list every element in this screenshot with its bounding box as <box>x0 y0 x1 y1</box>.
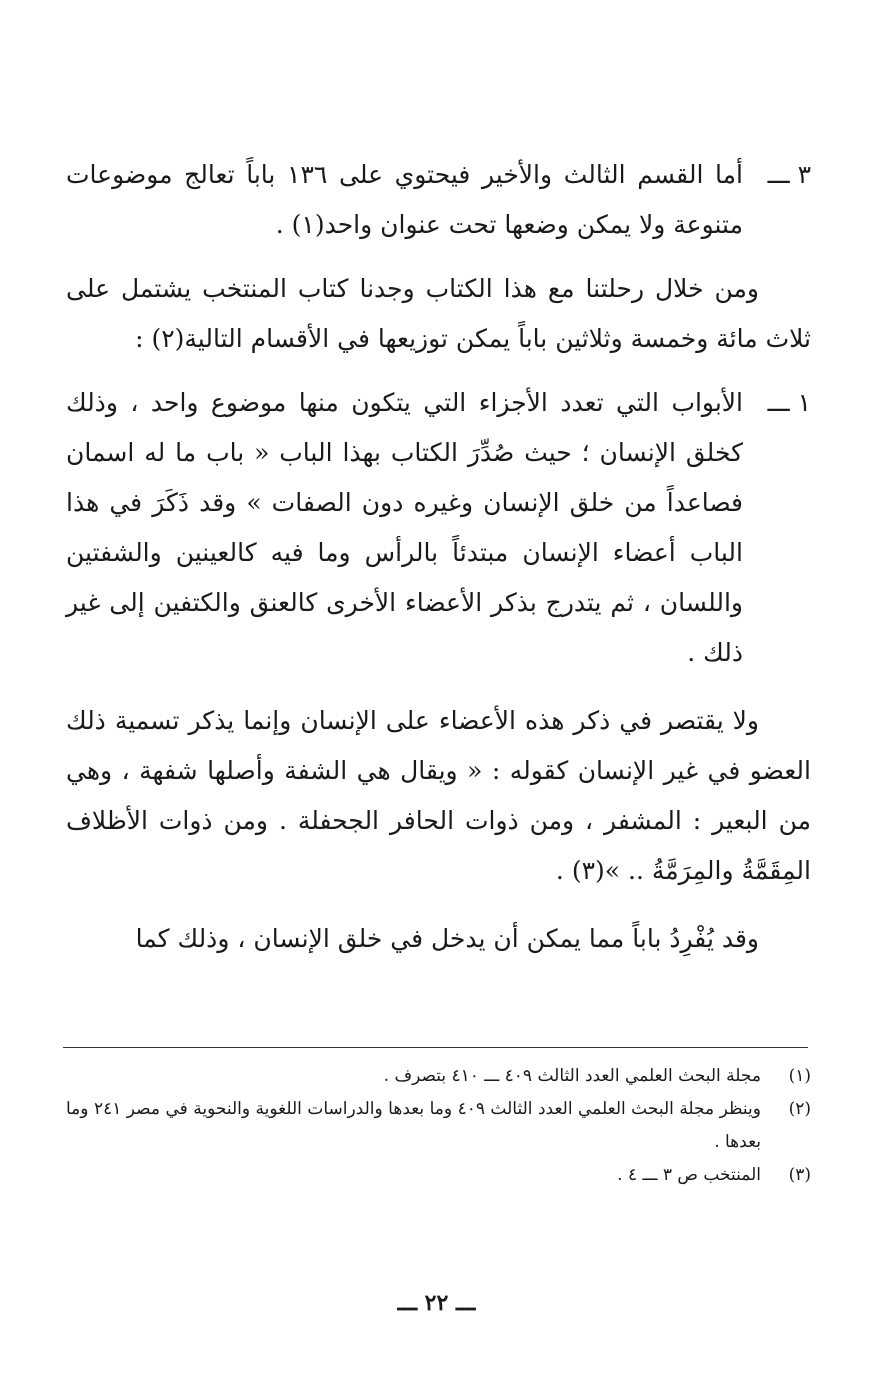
footnote-text: المنتخب ص ٣ ـــ ٤ . <box>617 1165 761 1185</box>
list-item-text: أما القسم الثالث والأخير فيحتوي على ١٣٦ باباً تعالج موضوعات متنوعة ولا يمكن وضعها تحت عنوان واحد(١) . <box>66 160 744 239</box>
paragraph-sections-intro: ومن خلال رحلتنا مع هذا الكتاب وجدنا كتاب المنتخب يشتمل على ثلاث مائة وخمسة وثلاثين باباً يمكن توزيعها في الأقسام التالية(٢) : <box>66 274 811 353</box>
list-item-3 <box>66 150 811 250</box>
list-item-1 <box>66 378 811 678</box>
footnote-number: (٢) <box>788 1099 811 1119</box>
footnote-separator <box>63 1047 808 1048</box>
footnote-1 <box>66 1060 811 1093</box>
paragraph-body-parts: ولا يقتصر في ذكر هذه الأعضاء على الإنسان وإنما يذكر تسمية ذلك العضو في غير الإنسان كقوله : « ويقال هي الشفة وأصلها شفهة ، وهي من البعير : المشفر ، ومن ذوات الحافر الجحفلة . ومن ذوات الأظلاف المِقَمَّةُ والمِرَمَّةُ .. »(٣) . <box>66 706 811 885</box>
page-number: ـــ ٢٢ ـــ <box>397 1290 476 1316</box>
footnote-number: (١) <box>788 1066 811 1086</box>
footnote-text: وينظر مجلة البحث العلمي العدد الثالث ٤٠٩ وما بعدها والدراسات اللغوية والنحوية في مصر ٢٤١ وما بعدها . <box>66 1099 761 1152</box>
footnote-number: (٣) <box>788 1165 811 1185</box>
footnote-text: مجلة البحث العلمي العدد الثالث ٤٠٩ ـــ ٤١٠ بتصرف . <box>383 1066 761 1086</box>
paragraph-continuation: وقد يُفْرِدُ باباً مما يمكن أن يدخل في خلق الإنسان ، وذلك كما <box>135 924 759 953</box>
footnote-2 <box>66 1093 811 1159</box>
main-text <box>66 150 811 964</box>
footnote-3 <box>66 1159 811 1192</box>
list-item-number: ١ ـــ <box>767 388 811 417</box>
list-item-number: ٣ ـــ <box>767 160 811 189</box>
list-item-text: الأبواب التي تعدد الأجزاء التي يتكون منها موضوع واحد ، وذلك كخلق الإنسان ؛ حيث صُدِّرَ الكتاب بهذا الباب « باب ما له اسمان فصاعداً من خلق الإنسان وغيره دون الصفات » وقد ذَكَرَ في هذا الباب أعضاء الإنسان مبتدئاً بالرأس وما فيه كالعينين والشفتين واللسان ، ثم يتدرج بذكر الأعضاء الأخرى كالعنق والكتفين إلى غير ذلك . <box>66 388 743 667</box>
footnotes <box>66 1060 811 1192</box>
